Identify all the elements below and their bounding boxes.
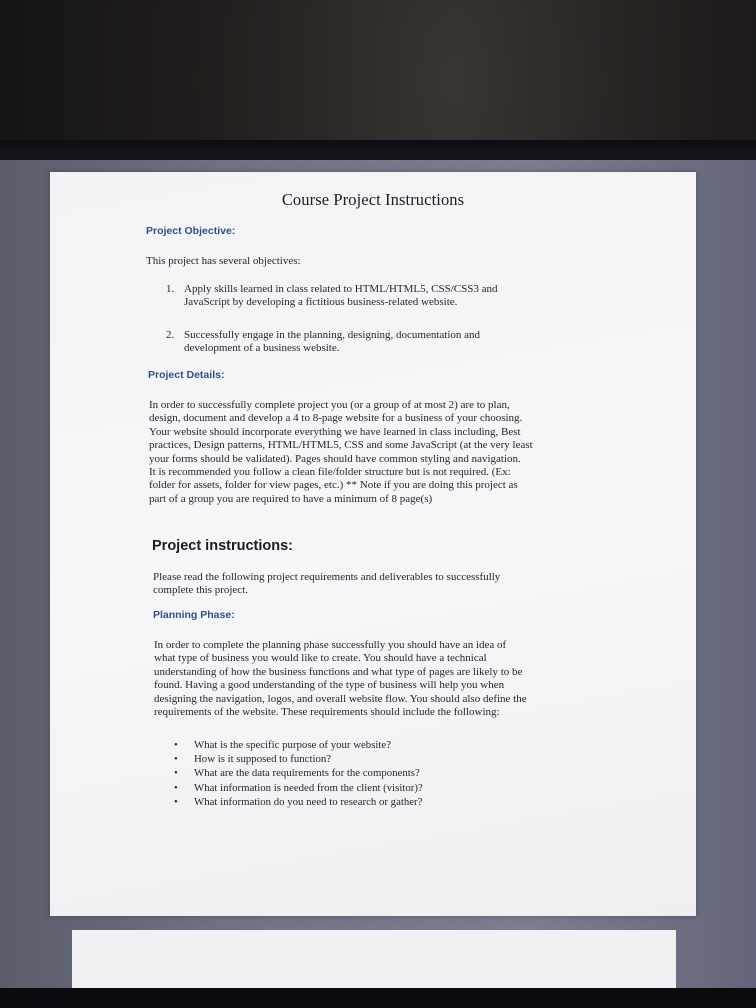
objective-1-line-2: JavaScript by developing a fictitious business-related website. — [184, 296, 458, 309]
planning-line: found. Having a good understanding of the type of business will help you when — [154, 679, 505, 692]
list-item — [174, 738, 423, 752]
bullet-icon: • — [174, 739, 178, 751]
requirement-question: How is it supposed to function? — [194, 753, 332, 766]
planning-line: requirements of the website. These requirements should include the following: — [154, 706, 500, 719]
instructions-paragraph — [153, 571, 603, 598]
planning-heading: Planning Phase: — [153, 609, 235, 621]
planning-line: what type of business you would like to create. You should have a technical — [154, 652, 487, 665]
details-line: your forms should be validated). Pages should have common styling and navigation. — [149, 452, 521, 465]
objective-intro: This project has several objectives: — [146, 255, 301, 267]
list-item — [174, 752, 423, 766]
details-paragraph — [149, 399, 619, 506]
requirements-list — [174, 738, 423, 809]
bullet-icon: • — [174, 767, 178, 780]
list-item — [174, 781, 423, 795]
details-line: part of a group you are required to have a minimum of 8 page(s) — [149, 492, 433, 505]
objective-2-line-2: development of a business website. — [184, 342, 340, 355]
details-heading: Project Details: — [148, 369, 225, 381]
requirement-question: What is the specific purpose of your website? — [194, 739, 391, 751]
details-line: folder for assets, folder for view pages, etc.) ** Note if you are doing this project as — [149, 479, 518, 492]
details-line: In order to successfully complete project you (or a group of at most 2) are to plan, — [149, 399, 510, 411]
planning-line: designing the navigation, logos, and overall website flow. You should also define the — [154, 692, 527, 705]
bullet-icon: • — [174, 781, 178, 794]
list-item — [174, 766, 423, 780]
objective-1-line-1: Apply skills learned in class related to HTML/HTML5, CSS/CSS3 and — [184, 283, 498, 295]
list-item — [174, 795, 423, 809]
details-line: practices, Design patterns, HTML/HTML5, CSS and some JavaScript (at the very least — [149, 439, 533, 452]
bullet-icon: • — [174, 795, 178, 808]
document-title: Course Project Instructions — [281, 190, 465, 209]
planning-line: understanding of how the business functions and what type of pages are likely to be — [154, 665, 523, 678]
instructions-heading: Project instructions: — [152, 538, 293, 554]
objective-number-1: 1. — [166, 283, 175, 295]
details-line: It is recommended you follow a clean file/folder structure but is not required. (Ex: — [149, 466, 511, 479]
objective-number-2: 2. — [166, 329, 175, 341]
document-page — [50, 172, 696, 916]
requirement-question: What information is needed from the client (visitor)? — [194, 781, 423, 794]
requirement-question: What are the data requirements for the components? — [194, 767, 420, 780]
requirement-question: What information do you need to research or gather? — [194, 795, 423, 808]
details-line: Your website should incorporate everything we have learned in class including, Best — [149, 425, 521, 438]
objective-heading: Project Objective: — [146, 225, 236, 237]
planning-line: In order to complete the planning phase successfully you should have an idea of — [154, 639, 507, 651]
bullet-icon: • — [174, 753, 178, 766]
objective-2-line-1: Successfully engage in the planning, designing, documentation and — [184, 329, 481, 341]
planning-paragraph — [154, 639, 624, 719]
instructions-line: Please read the following project requirements and deliverables to successfully — [153, 571, 501, 583]
next-document-page — [72, 930, 676, 988]
details-line: design, document and develop a 4 to 8-page website for a business of your choosing. — [149, 412, 523, 425]
instructions-line: complete this project. — [153, 584, 248, 597]
monitor-bottom-bezel — [0, 988, 756, 1008]
